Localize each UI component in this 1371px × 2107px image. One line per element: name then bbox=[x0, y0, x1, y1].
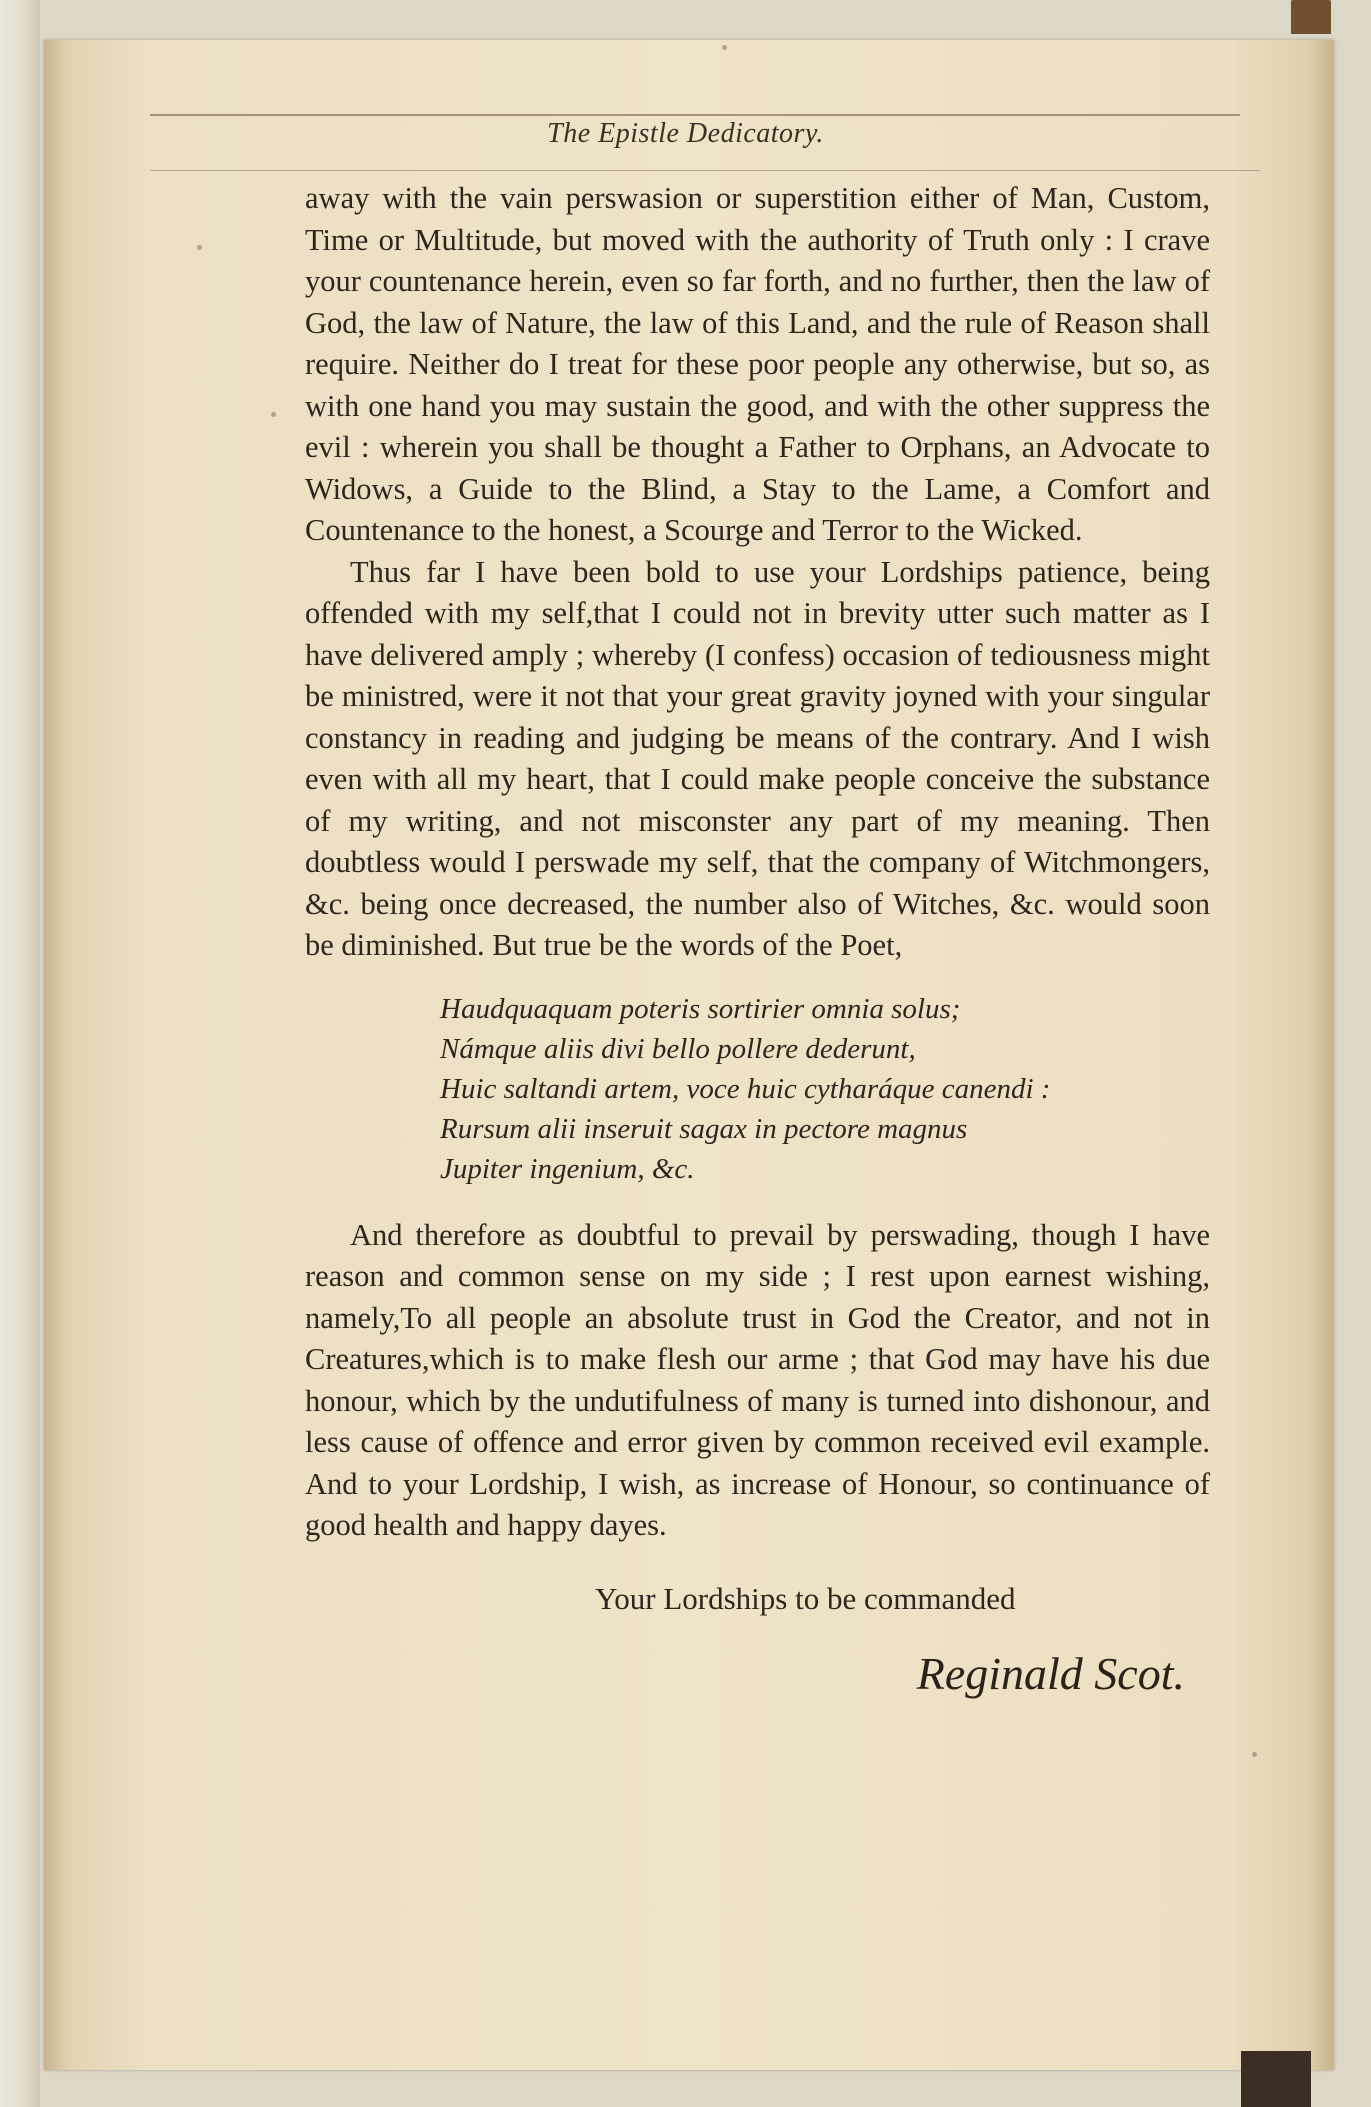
running-head: The Epistle Dedicatory. bbox=[547, 118, 824, 149]
paper-speck bbox=[722, 45, 727, 50]
paragraph-continued: away with the vain perswasion or superstition either of Man, Custom, Time or Multitude, but moved with the authority of Truth only : I crave your countenance herein, even so far forth, and no further, then the law of God, the law of Nature, the law of this Land, and the rule of Reason shall require. Neither do I treat for these poor people any otherwise, but so, as with one hand you may sustain the good, and with the other suppress the evil : wherein you shall be thought a Father to Orphans, an Advocate to Widows, a Guide to the Blind, a Stay to the Lame, a Comfort and Countenance to the honest, a Scourge and Terror to the Wicked. bbox=[305, 181, 1210, 547]
adjacent-page-edge-bottom bbox=[1241, 2051, 1311, 2107]
paper-speck bbox=[1252, 1752, 1257, 1757]
page-body bbox=[305, 178, 1210, 1700]
signature: Reginald Scot. bbox=[916, 1647, 1185, 1699]
paragraph-thus-far: Thus far I have been bold to use your Lordships patience, being offended with my self,that I could not in brevity utter such matter as I have delivered amply ; whereby (I confess) occasion of tediousness might be ministred, were it not that your great gravity joyned with your singular constancy in reading and judging be means of the contrary. And I wish even with all my heart, that I could make people conceive the substance of my writing, and not misconster any part of my meaning. Then doubtless would I perswade my self, that the company of Witchmongers, &c. being once decreased, the number also of Witches, &c. would soon be diminished. But true be the words of the Poet, bbox=[305, 554, 1210, 962]
latin-verse bbox=[440, 989, 1210, 1189]
paper-speck bbox=[197, 245, 202, 250]
verse-line: Rursum alii inseruit sagax in pectore magnus bbox=[440, 1112, 968, 1145]
paper-speck bbox=[271, 412, 276, 417]
verse-line: Jupiter ingenium, &c. bbox=[440, 1152, 695, 1185]
closing-salutation: Your Lordships to be commanded bbox=[595, 1580, 1016, 1616]
header-rule-bottom bbox=[150, 170, 1260, 171]
scan-background-edge bbox=[0, 0, 40, 2107]
verse-line: Huic saltandi artem, voce huic cytharáque canendi : bbox=[440, 1072, 1051, 1105]
adjacent-page-edge-top bbox=[1291, 0, 1331, 34]
header-rule-top bbox=[150, 114, 1240, 116]
verse-line: Haudquaquam poteris sortirier omnia solus; bbox=[440, 992, 961, 1025]
paragraph-final: And therefore as doubtful to prevail by perswading, though I have reason and common sense on my side ; I rest upon earnest wishing, namely,To all people an absolute trust in God the Creator, and not in Creatures,which is to make flesh our arme ; that God may have his due honour, which by the undutifulness of many is turned into dishonour, and less cause of offence and error given by common received evil example. And to your Lordship, I wish, as increase of Honour, so continuance of good health and happy dayes. bbox=[305, 1217, 1210, 1542]
verse-line: Námque aliis divi bello pollere dederunt, bbox=[440, 1032, 916, 1065]
